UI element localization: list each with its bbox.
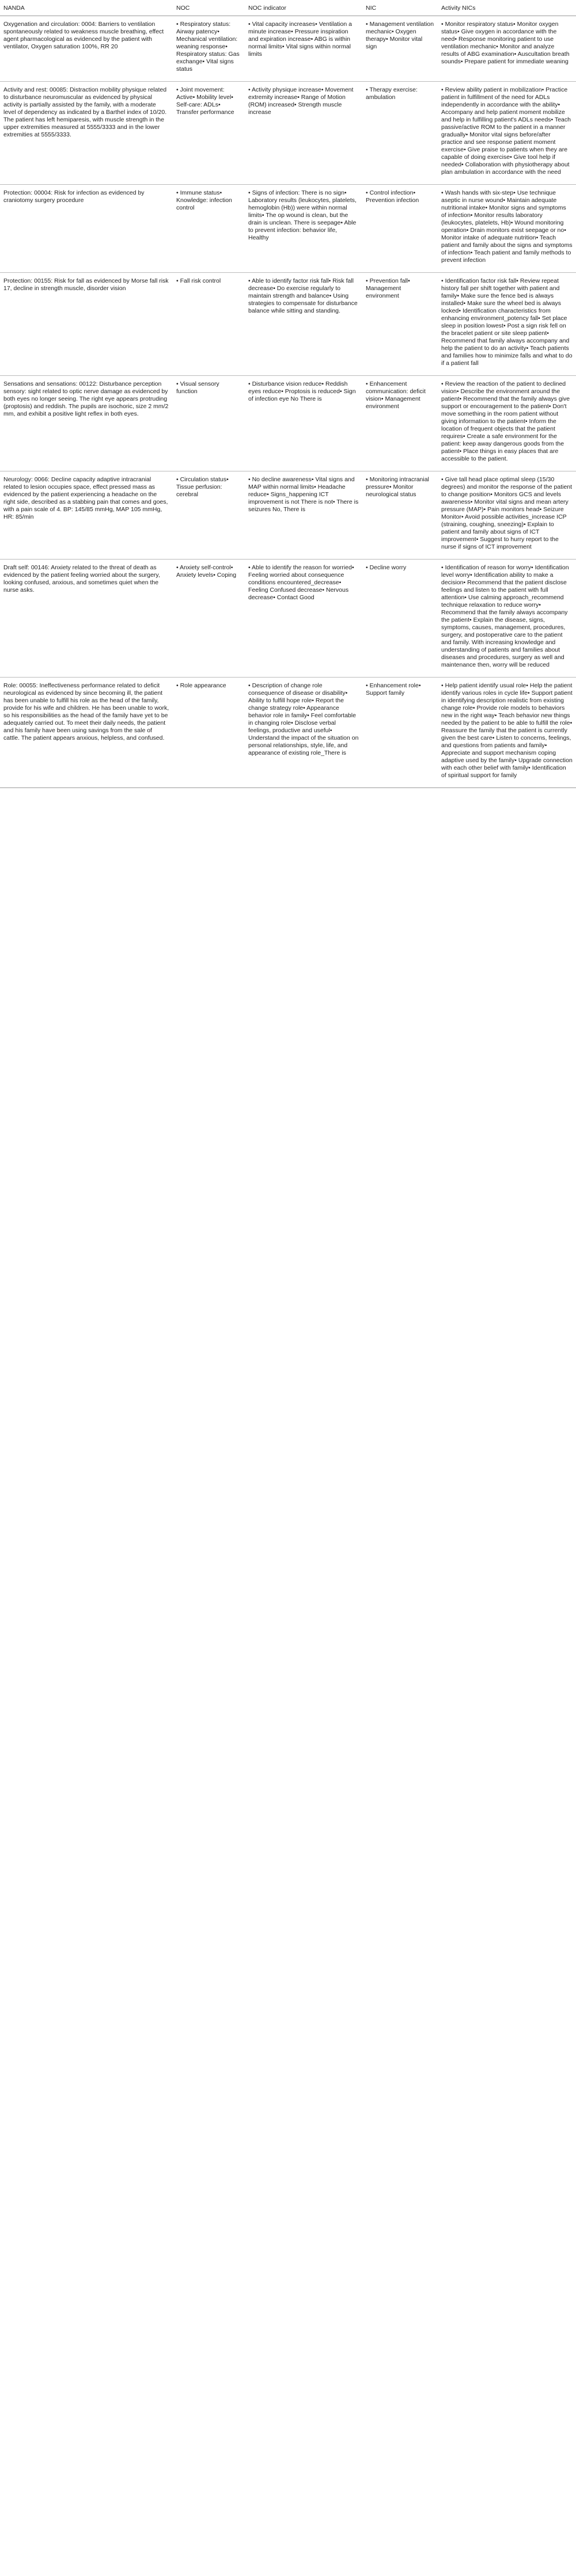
activity-cell: • Review the reaction of the patient to declined vision• Describe the environment around the patient• Recommend that the family always give support or encouragement to the patient• Don't move something in the room patient without giving information to the patient• Inform the location of frequent objects that the patient requires• Create a safe environment for the patient: keep away dangerous goods from the patient• Place things in easy places that are accessible to the patient. — [438, 376, 576, 471]
table-row — [0, 376, 576, 471]
table-row — [0, 560, 576, 678]
nic-cell: • Enhancement role• Support family — [362, 678, 438, 788]
noc-cell: • Joint movement: Active• Mobility level• Self-care: ADLs• Transfer performance — [173, 82, 245, 185]
table-row — [0, 82, 576, 185]
table-row — [0, 471, 576, 560]
noc-indicator-cell: • Activity physique increase• Movement extremity increase• Range of Motion (ROM) increased• Strength muscle increase — [245, 82, 362, 185]
noc-cell: • Respiratory status: Airway patency• Mechanical ventilation: weaning response• Respiratory status: Gas exchange• Vital signs status — [173, 16, 245, 82]
activity-cell: • Give tall head place optimal sleep (15/30 degrees) and monitor the response of the patient to change position• Monitors GCS and levels awareness• Monitor vital signs and mean artery pressure (MAP)• Pain monitors head• Seizure Monitor• Avoid possible activities_increase ICP (straining, coughing, sneezing)• Explain to patient and family about signs of ICT improvement• Suggest to hurry report to the nurse if signs of ICT improvement — [438, 471, 576, 560]
header-nic: NIC — [362, 0, 438, 16]
nic-cell: • Enhancement communication: deficit vision• Management environment — [362, 376, 438, 471]
nic-cell: • Monitoring intracranial pressure• Monitor neurological status — [362, 471, 438, 560]
noc-indicator-cell: • Able to identify the reason for worried• Feeling worried about consequence conditions encountered_decrease• Feeling Confused decrease• Nervous decrease• Contact Good — [245, 560, 362, 678]
nanda-cell: Oxygenation and circulation: 0004: Barriers to ventilation spontaneously related to weakness muscle breathing, effect agent pharmacological as evidenced by the patient with ventilator, Oxygen saturation 100%, RR 20 — [0, 16, 173, 82]
table-row — [0, 678, 576, 788]
nanda-cell: Protection: 00004: Risk for infection as evidenced by craniotomy surgery procedure — [0, 185, 173, 273]
activity-cell: • Monitor respiratory status• Monitor oxygen status• Give oxygen in accordance with the need• Response monitoring patient to use ventilation mechanic• Monitor and analyze results of ABG examination• Auscultation breath sounds• Prepare patient for immediate weaning — [438, 16, 576, 82]
table-row — [0, 273, 576, 376]
header-activity-nics: Activity NICs — [438, 0, 576, 16]
noc-indicator-cell: • Signs of infection: There is no sign• Laboratory results (leukocytes, platelets, hemoglobin (Hb)) were within normal limits• The op wound is clean, but the drain is unclean. There is seepage• Able to prevent infection: behavior life, Healthy — [245, 185, 362, 273]
header-noc: NOC — [173, 0, 245, 16]
nanda-cell: Role: 00055: Ineffectiveness performance related to deficit neurological as evidenced by since becoming ill, the patient has been unable to fulfill his role as the head of the family, provide for his wife and children. He has been unable to work, so his responsibilities as the head of the family have yet to be adequately carried out. To meet their daily needs, the patient and his family have been using savings from the sale of cattle. The patient appears anxious, helpless, and confused. — [0, 678, 173, 788]
nanda-cell: Draft self: 00146: Anxiety related to the threat of death as evidenced by the patient feeling worried about the surgery, looking confused, anxious, and sometimes quiet when the nurse asks. — [0, 560, 173, 678]
nic-cell: • Control infection• Prevention infection — [362, 185, 438, 273]
header-row — [0, 0, 576, 16]
nic-cell: • Therapy exercise: ambulation — [362, 82, 438, 185]
activity-cell: • Wash hands with six-step• Use technique aseptic in nurse wound• Maintain adequate nutritional intake• Monitor signs and symptoms of infection• Monitor results laboratory (leukocytes, platelets, Hb)• Wound monitoring operation• Drain monitors exist seepage or no• Monitor intake of adequate nutrition• Teach patient and family about the signs and symptoms of infection• Teach patient and family methods to prevent infection — [438, 185, 576, 273]
activity-cell: • Review ability patient in mobilization• Practice patient in fulfillment of the need for ADLs independently in accordance with the ability• Accompany and help patient moment mobilize and help in fulfilling patient's ADLs needs• Teach passive/active ROM to the patient in a manner gradually• Monitor vital signs before/after practice and see response patient moment exercise• Give praise to patients when they are capable of doing exercise• Give tool help if needed• Collaboration with physiotherapy about plan ambulation in accordance with the need — [438, 82, 576, 185]
nic-cell: • Decline worry — [362, 560, 438, 678]
noc-cell: • Fall risk control — [173, 273, 245, 376]
nic-cell: • Prevention fall• Management environment — [362, 273, 438, 376]
nic-cell: • Management ventilation mechanic• Oxygen therapy• Monitor vital sign — [362, 16, 438, 82]
header-noc-indicator: NOC indicator — [245, 0, 362, 16]
activity-cell: • Identification of reason for worry• Identification level worry• Identification ability to make a decision• Recommend that the patient disclose feelings and listen to the patient with full attention• Use calming approach_recommend technique relaxation to reduce worry• Recommend that the family always accompany the patient• Explain the disease, signs, symptoms, causes, management, procedures, surgery, and postoperative care to the patient and family. With increasing knowledge and understanding of patients and families about diseases and procedures, surgery as well and maintenance then, worry will be reduced — [438, 560, 576, 678]
activity-cell: • Identification factor risk fall• Review repeat history fall per shift together with patient and family• Make sure the fence bed is always installed• Make sure the wheel bed is always locked• Identification characteristics from enhancing environment_potency fall• Set place sleep in position lowest• Post a sign risk fell on the bracelet patient or site sleep patient• Recommend that family always accompany and help the patient to do an activity• Teach patients and families how to minimize falls and what to do if a patient fall — [438, 273, 576, 376]
noc-cell: • Circulation status• Tissue perfusion: cerebral — [173, 471, 245, 560]
noc-indicator-cell: • Vital capacity increases• Ventilation a minute increase• Pressure inspiration and expiration increase• ABG is within normal limits• Vital signs within normal limits — [245, 16, 362, 82]
noc-cell: • Anxiety self-control• Anxiety levels• Coping — [173, 560, 245, 678]
noc-indicator-cell: • Disturbance vision reduce• Reddish eyes reduce• Proptosis is reduced• Sign of infection eye No There is — [245, 376, 362, 471]
nanda-cell: Protection: 00155: Risk for fall as evidenced by Morse fall risk 17, decline in strength muscle, disorder vision — [0, 273, 173, 376]
noc-indicator-cell: • No decline awareness• Vital signs and MAP within normal limits• Headache reduce• Signs_happening ICT improvement is not There is not• There is seizures No, There is — [245, 471, 362, 560]
table-row — [0, 16, 576, 82]
noc-indicator-cell: • Able to identify factor risk fall• Risk fall decrease• Do exercise regularly to maintain strength and balance• Using strategies to compensate for disturbance balance while sitting and standing. — [245, 273, 362, 376]
noc-cell: • Immune status• Knowledge: infection control — [173, 185, 245, 273]
nanda-noc-nic-table — [0, 0, 576, 788]
nanda-cell: Sensations and sensations: 00122: Disturbance perception sensory: sight related to optic nerve damage as evidenced by both eyes no longer seeing. The right eye appears protruding (proptosis) and reddish. The pupils are isochoric, size 2 mm/2 mm, and exhibit a positive light reflex in both eyes. — [0, 376, 173, 471]
table-row — [0, 185, 576, 273]
noc-cell: • Visual sensory function — [173, 376, 245, 471]
nanda-cell: Activity and rest: 00085: Distraction mobility physique related to disturbance neuromuscular as evidenced by physical activity is partially assisted by the family, with a moderate level of dependency as indicated by a Barthel index of 10/20. The patient has left hemiparesis, with muscle strength in the upper extremities measured at 5555/3333 and in the lower extremities at 5555/3333. — [0, 82, 173, 185]
activity-cell: • Help patient identify usual role• Help the patient identify various roles in cycle life• Support patient in identifying description realistic from existing change role• Provide role models to behaviors new in the right way• Teach behavior new things needed by the patient to be able to fulfill the role• Reassure the family that the patient is currently given the best care• Listen to concerns, feelings, and questions from patients and family• Appreciate and support mechanism coping adaptive used by the family• Upgrade connection with each other belief with family• Identification of spiritual support for family — [438, 678, 576, 788]
header-nanda: NANDA — [0, 0, 173, 16]
noc-cell: • Role appearance — [173, 678, 245, 788]
nanda-cell: Neurology: 0066: Decline capacity adaptive intracranial related to lesion occupies space, effect pressed mass as evidenced by the patient experiencing a headache on the right side, described as a stabbing pain that comes and goes, with a pain scale of 4. BP: 145/85 mmHg, MAP 105 mmHg, HR: 85/min — [0, 471, 173, 560]
noc-indicator-cell: • Description of change role consequence of disease or disability• Ability to fulfill hope role• Report the change strategy role• Appearance behavior role in family• Feel comfortable in changing role• Disclose verbal feelings, productive and useful• Understand the impact of the situation on personal relationships, style, life, and appearance of existing role_There is — [245, 678, 362, 788]
